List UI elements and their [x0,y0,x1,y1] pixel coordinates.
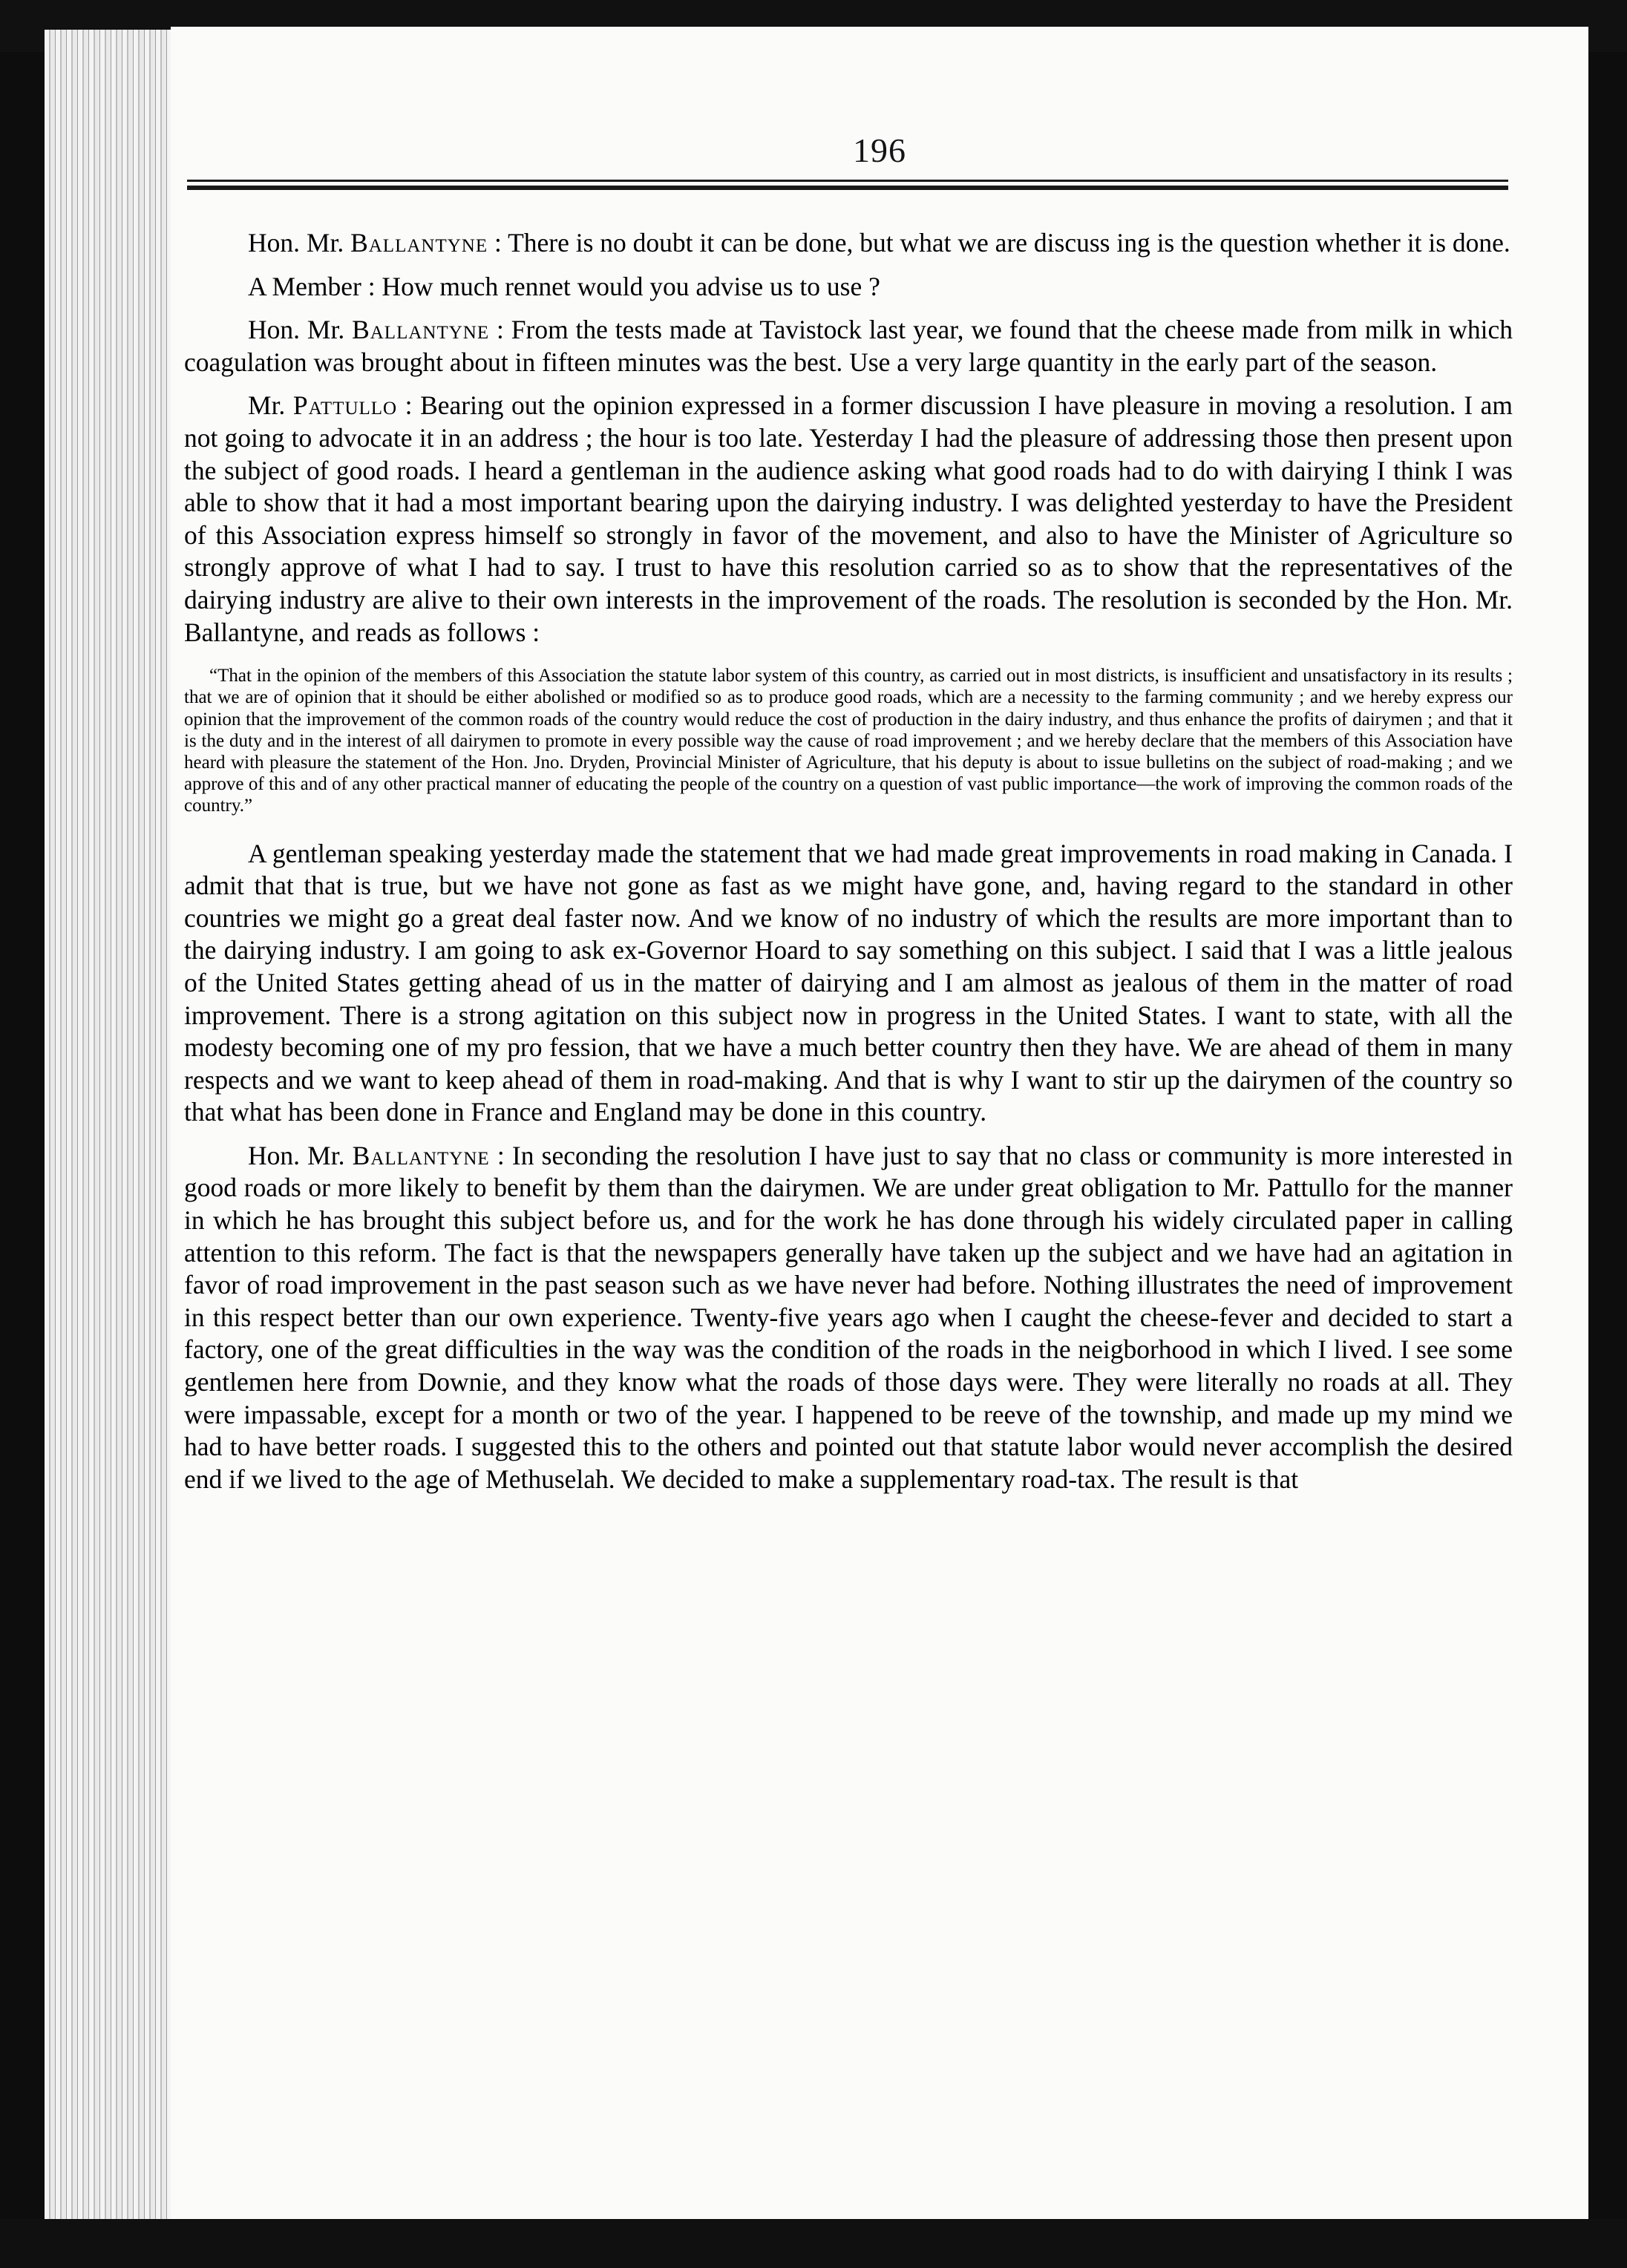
speaker-name: Ballantyne [352,1140,490,1170]
paragraph: A Member : How much rennet would you advise us to use ? [248,271,880,301]
speaker-name: Pattullo [292,390,398,421]
resolution-quote: “That in the opinion of the members of this Association the statute labor system of this country, as carried out in most districts, is insufficient and unsatisfactory in its results ; that we are of opinion that it should be either abolished or modified so as to produce good roads, which are a necessity to the farming community ; and we hereby express our opinion that the improvement of the common roads of the country would reduce the cost of production in the dairy industry, and thus enhance the profits of dairymen ; and that it is the duty and in the interest of all dairymen to promote in every possible way the cause of road improvement ; and we hereby declare that the members of this Association have heard with pleasure the statement of the Hon. Jno. Dryden, Provincial Minister of Agriculture, that his deputy is about to issue bulletins on the subject of road-making ; and we approve of this and of any other practical manner of educating the people of the country on a question of vast public importance—the work of improving the common roads of the country.” [184,666,1513,816]
paragraph: Hon. Mr. Ballantyne : In seconding the resolution I have just to say that no class or community is more interested in good roads or more likely to benefit by them than the dairymen. We are under great obligation to Mr. Pattullo for the manner in which he has brought this subject before us, and for the work he has done through his widely circulated paper in calling attention to this reform. The fact is that the newspapers generally have taken up the subject and we have had an agitation in favor of road improvement in the past season such as we have never had before. Nothing illustrates the need of improvement in this respect better than our own experience. Twenty-five years ago when I caught the cheese-fever and decided to start a factory, one of the great difficulties in the way was the condition of the roads in the neigborhood in which I lived. I see some gentlemen here from Downie, and they know what the roads of those days were. They were literally no roads at all. They were impassable, except for a month or two of the year. I happened to be reeve of the township, and made up my mind we had to have better roads. I suggested this to the others and pointed out that statute labor would never accomplish the desired end if we lived to the age of Methuselah. We decided to make a supplementary road-tax. The result is that [184,1140,1513,1494]
page-number: 196 [853,131,906,169]
page-body [184,227,1513,1507]
scan-background-bottom [0,2219,1627,2268]
paragraph: Hon. Mr. Ballantyne : There is no doubt it can be done, but what we are discuss ing is the question whether it is done. [248,228,1510,258]
paragraph: A gentleman speaking yesterday made the statement that we had made great improvements in road making in Canada. I admit that that is true, but we have not gone as fast as we might have gone, and, having regard to the standard in other countries we might go a great deal faster now. And we know of no industry of which the results are more important than to the dairying industry. I am going to ask ex-Governor Hoard to say something on this subject. I said that I was a little jealous of the United States getting ahead of us in the matter of dairying and I am almost as jealous of them in the matter of road improvement. There is a strong agitation on this subject now in progress in the United States. I want to state, with all the modesty becoming one of my pro fession, that we have a much better country then they have. We are ahead of them in many respects and we want to keep ahead of them in road-making. And that is why I want to stir up the dairymen of the country so that what has been done in France and England may be done in this country. [184,838,1513,1127]
header-rule-thin [187,180,1508,182]
paragraph: Hon. Mr. Ballantyne : From the tests made at Tavistock last year, we found that the cheese made from milk in which coagulation was brought about in fifteen minutes was the best. Use a very large quantity in the early part of the season. [184,315,1513,377]
speaker-name: Ballantyne [352,315,490,345]
header-rule-thick [187,186,1508,190]
speaker-name: Ballantyne [350,228,488,258]
paragraph: Mr. Pattullo : Bearing out the opinion expressed in a former discussion I have pleasure in moving a resolution. I am not going to advocate it in an address ; the hour is too late. Yesterday I had the pleasure of addressing those then present upon the subject of good roads. I heard a gentleman in the audience asking what good roads had to do with dairying I think I was able to show that it had a most important bearing upon the dairying industry. I was delighted yesterday to have the President of this Association express himself so strongly in favor of the movement, and also to have the Minister of Agriculture so strongly approve of what I had to say. I trust to have this resolution carried so as to show that the representatives of the dairying industry are alive to their own interests in the improvement of the roads. The resolution is seconded by the Hon. Mr. Ballantyne, and reads as follows : [184,390,1513,647]
